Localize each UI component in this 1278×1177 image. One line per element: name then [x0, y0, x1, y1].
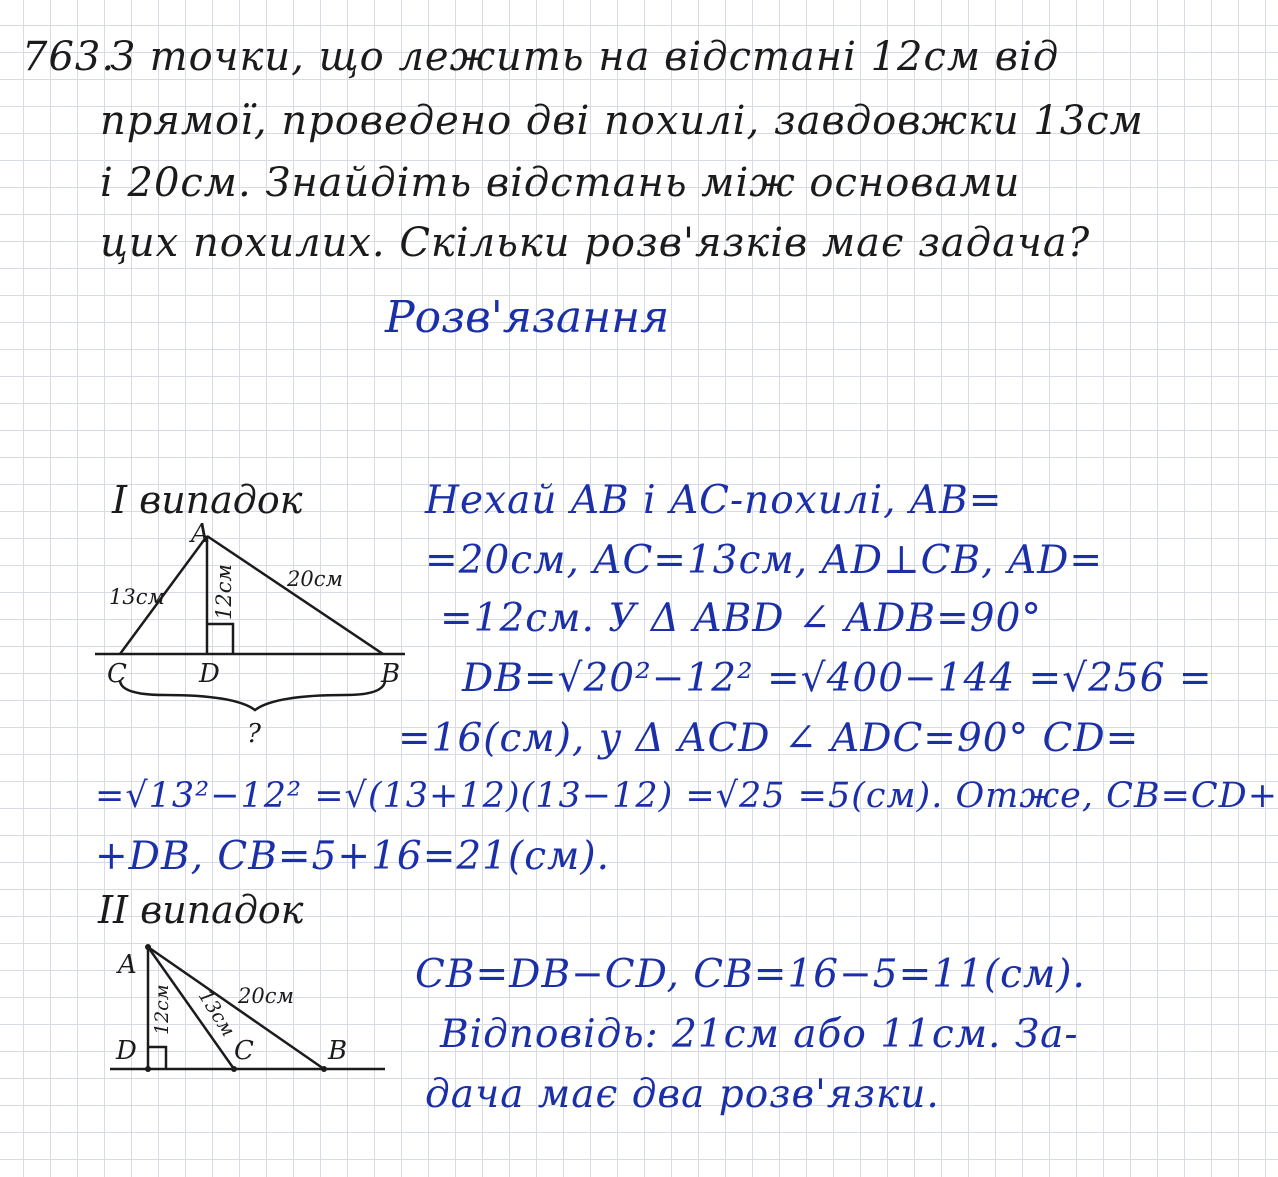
- point-b: [321, 1066, 327, 1072]
- point-c: [231, 1066, 237, 1072]
- label-b: B: [328, 1036, 348, 1066]
- problem-number: 763.: [22, 34, 116, 80]
- case1-line-7: +DB, CB=5+16=21(см).: [95, 834, 611, 879]
- label-d: D: [199, 659, 220, 689]
- len-ab: 20см: [238, 984, 294, 1008]
- problem-line-1: З точки, що лежить на відстані 12см від: [110, 34, 1060, 80]
- label-b: B: [381, 659, 401, 689]
- case2-title: ІІ випадок: [98, 888, 304, 932]
- len-ab: 20см: [287, 567, 343, 591]
- right-angle-mark: [148, 1047, 166, 1069]
- case2-line-2: Відповідь: 21см або 11см. За-: [440, 1012, 1079, 1057]
- len-ad: 12см: [151, 984, 173, 1035]
- label-a: A: [118, 950, 137, 980]
- len-ac: 13см: [109, 585, 165, 609]
- case2-line-1: CB=DB−CD, CB=16−5=11(см).: [415, 952, 1086, 997]
- case2-line-3: дача має два розв'язки.: [425, 1072, 940, 1117]
- right-angle-mark: [207, 624, 233, 654]
- case1-line-6: =√13²−12² =√(13+12)(13−12) =√25 =5(см). Отже, CB=CD+: [95, 776, 1278, 816]
- brace: [120, 680, 385, 710]
- case1-line-4: DB=√20²−12² =√400−144 =√256 =: [462, 656, 1213, 701]
- problem-line-3: і 20см. Знайдіть відстань між основами: [100, 160, 1021, 206]
- case1-line-1: Нехай AB і AC-похилі, AB=: [425, 478, 1003, 523]
- label-a: A: [191, 519, 210, 549]
- case2-figure: [110, 935, 400, 1075]
- len-ac: 13см: [193, 985, 240, 1041]
- case1-title: І випадок: [112, 478, 303, 522]
- case1-line-5: =16(см), у Δ ACD ∠ ADC=90° CD=: [398, 716, 1140, 761]
- point-a: [145, 944, 151, 950]
- label-c: C: [107, 659, 127, 689]
- point-d: [145, 1066, 151, 1072]
- case1-line-3: =12см. У Δ ABD ∠ ADB=90°: [440, 596, 1042, 641]
- label-d: D: [116, 1036, 137, 1066]
- label-c: C: [234, 1036, 254, 1066]
- case1-line-2: =20см, AC=13см, AD⊥CB, AD=: [425, 538, 1104, 583]
- case1-figure: [95, 520, 415, 760]
- label-question: ?: [247, 719, 261, 749]
- problem-line-4: цих похилих. Скільки розв'язків має задача?: [100, 220, 1091, 266]
- len-ad: 12см: [212, 564, 236, 620]
- problem-line-2: прямої, проведено дві похилі, завдовжки 13см: [100, 98, 1144, 144]
- solution-heading: Розв'язання: [385, 292, 670, 343]
